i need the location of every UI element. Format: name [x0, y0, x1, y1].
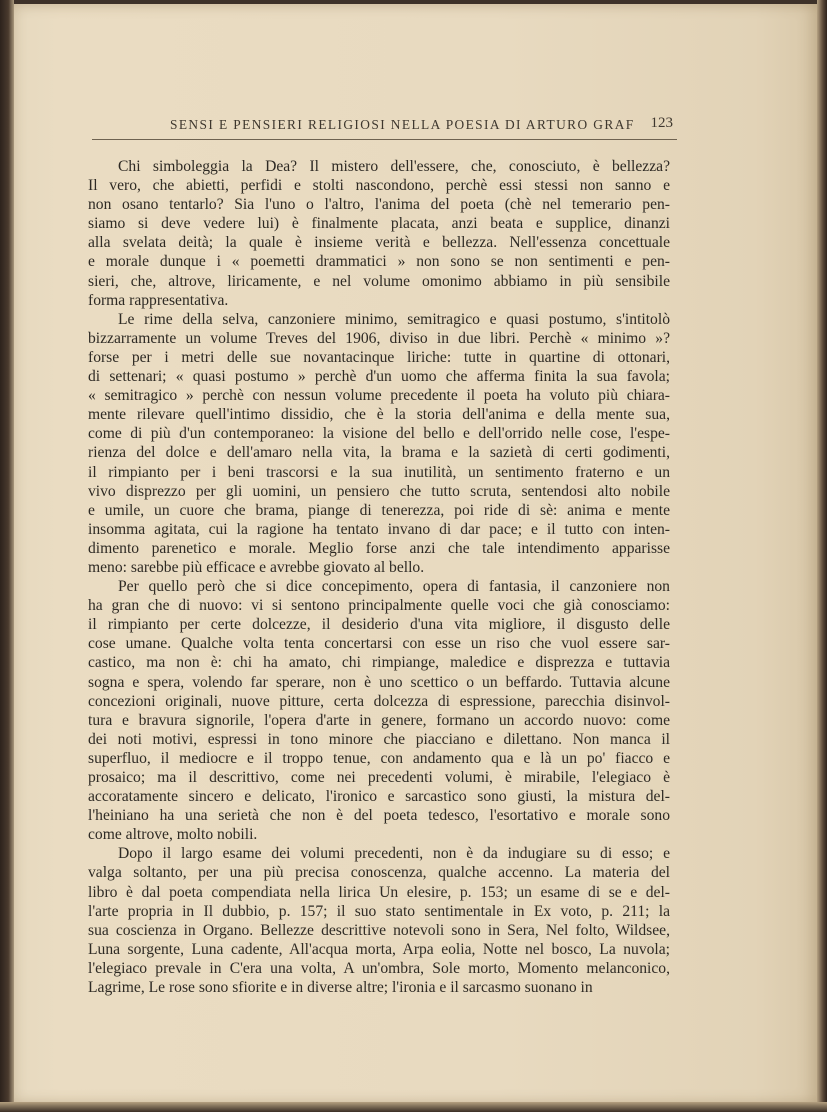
text-line: non osano tentarlo? Sia l'uno o l'altro, l'anima del poeta (chè nel temerario pen-: [88, 196, 670, 214]
text-line: Luna sorgente, Luna cadente, All'acqua morta, Arpa eolia, Notte nel bosco, La nuvola;: [88, 940, 670, 958]
binding-edge: [0, 0, 14, 1112]
text-line: forma rappresentativa.: [88, 291, 229, 309]
text-line: rienza del dolce e dell'amaro nella vita, la brama e la sazietà di certi godimenti,: [88, 444, 670, 462]
text-line: Chi simboleggia la Dea? Il mistero dell'essere, che, conosciuto, è bellezza?: [118, 158, 670, 175]
page-edge-right: [817, 0, 827, 1112]
text-line: e morale dunque i « poemetti drammatici » non sono se non sentimenti e pen-: [88, 253, 670, 271]
paragraph-3: [88, 577, 670, 844]
text-line: valga soltanto, per una più precisa conoscenza, qualche accenno. La materia del: [88, 864, 670, 882]
text-line: Le rime della selva, canzoniere minimo, semitragico e quasi postumo, s'intitolò: [118, 310, 670, 328]
text-line: e umile, un cuore che brama, piange di tenerezza, poi ride di sè: anima e mente: [88, 501, 670, 519]
text-line: dei noti motivi, espressi in tono minore che piacciano e dilettano. Non manca il: [88, 730, 670, 748]
text-line: bizzarramente un volume Treves del 1906, diviso in due libri. Perchè « minimo »?: [88, 329, 670, 347]
text-line: Il vero, che abietti, perfidi e stolti nascondono, perchè essi stessi non sanno e: [88, 177, 670, 195]
text-line: tura e bravura signorile, l'opera d'arte in genere, formano un accordo nuovo: come: [88, 711, 670, 729]
text-line: vivo disprezzo per gli uomini, un pensiero che tutto scruta, sentendosi alto nobile: [88, 482, 670, 500]
text-line: sieri, che, altrove, liricamente, e nel volume omonimo abbiamo in più sensibile: [88, 272, 670, 290]
running-head: SENSI E PENSIERI RELIGIOSI NELLA POESIA DI ARTURO GRAF: [170, 117, 635, 132]
text-line: mente rilevare quell'intimo dissidio, che è la storia dell'anima e della mente sua,: [88, 406, 670, 424]
text-line: forse per i metri delle sue novantacinque liriche: tutte in quartine di ottonari,: [88, 348, 670, 366]
text-line: sogna e spera, volendo far sperare, non è uno scettico o un beffardo. Tuttavia alcune: [88, 673, 670, 691]
text-line: l'arte propria in Il dubbio, p. 157; il suo stato sentimentale in Ex voto, p. 211; la: [88, 902, 670, 920]
text-line: l'elegiaco prevale in C'era una volta, A un'ombra, Sole morto, Momento melanconico,: [88, 959, 670, 977]
text-line: il rimpianto per i beni trascorsi e la sua inutilità, un sentimento fraterno e un: [88, 463, 670, 481]
text-line: come altrove, molto nobili.: [88, 826, 258, 844]
text-line: alla svelata deità; la quale è insieme verità e bellezza. Nell'essenza concettuale: [88, 234, 670, 252]
text-line: insomma agitata, cui la ragione ha tentato invano di dar pace; e il tutto con inten-: [88, 520, 670, 538]
text-line: dimento parenetico e morale. Meglio forse anzi che tale intendimento apparisse: [88, 539, 670, 557]
text-line: meno: sarebbe più efficace e avrebbe giovato al bello.: [88, 558, 425, 576]
text-line: Per quello però che si dice concepimento, opera di fantasia, il canzoniere non: [118, 578, 670, 596]
text-line: castico, ma non è: chi ha amato, chi rimpiange, maledice e disprezza e tuttavia: [88, 654, 670, 672]
text-line: ha gran che di nuovo: vi si sentono principalmente quelle voci che già conosciamo:: [88, 597, 670, 615]
text-line: come di più d'un contemporaneo: la visione del bello e dell'orrido nelle cose, l'espe-: [88, 425, 670, 443]
text-line: Lagrime, Le rose sono sfiorite e in diverse altre; l'ironia e il sarcasmo suonano in: [88, 979, 593, 997]
body-text: [88, 157, 670, 997]
page-header: [92, 113, 677, 140]
text-line: di settenari; « quasi postumo » perchè d'un uomo che afferma finita la sua favola;: [88, 368, 670, 386]
page-number: 123: [650, 115, 673, 131]
text-line: il rimpianto per certe dolcezze, il desiderio d'una vita migliore, il disgusto delle: [88, 616, 670, 634]
text-line: cose umane. Qualche volta tenta concertarsi con esse un riso che vuol essere sar-: [88, 635, 670, 653]
text-line: « semitragico » perchè con nessun volume precedente il poeta ha voluto più chiara-: [88, 387, 670, 405]
text-line: l'heiniano ha una serietà che non è del poeta tedesco, l'esortativo e morale sono: [88, 807, 670, 825]
page-edge-bottom: [0, 1102, 827, 1112]
text-line: sua coscienza in Organo. Bellezze descrittive notevoli sono in Sera, Nel folto, Wildsee,: [88, 921, 670, 939]
text-line: libro è dal poeta compendiata nella lirica Un elesire, p. 153; un esame di se e del-: [88, 883, 670, 901]
text-line: accoratamente sincero e delicato, l'ironico e sarcastico sono giusti, la mistura del-: [88, 788, 670, 806]
text-line: prosaico; ma il descrittivo, come nei precedenti volumi, è mirabile, l'elegiaco è: [88, 769, 670, 786]
paragraph-4: [88, 844, 670, 997]
paragraph-1: [88, 157, 670, 310]
text-line: concezioni originali, nuove pitture, certa dolcezza di espressione, parecchia disinvol-: [88, 692, 670, 710]
text-line: siamo si deve vedere lui) è finalmente placata, anzi beata e supplice, dinanzi: [88, 215, 670, 233]
paragraph-2: [88, 310, 670, 577]
text-line: Dopo il largo esame dei volumi precedenti, non è da indugiare su di esso; e: [118, 845, 670, 863]
text-line: superfluo, il mediocre e il troppo tenue, con andamento qua e là un po' fiacco e: [88, 749, 670, 767]
